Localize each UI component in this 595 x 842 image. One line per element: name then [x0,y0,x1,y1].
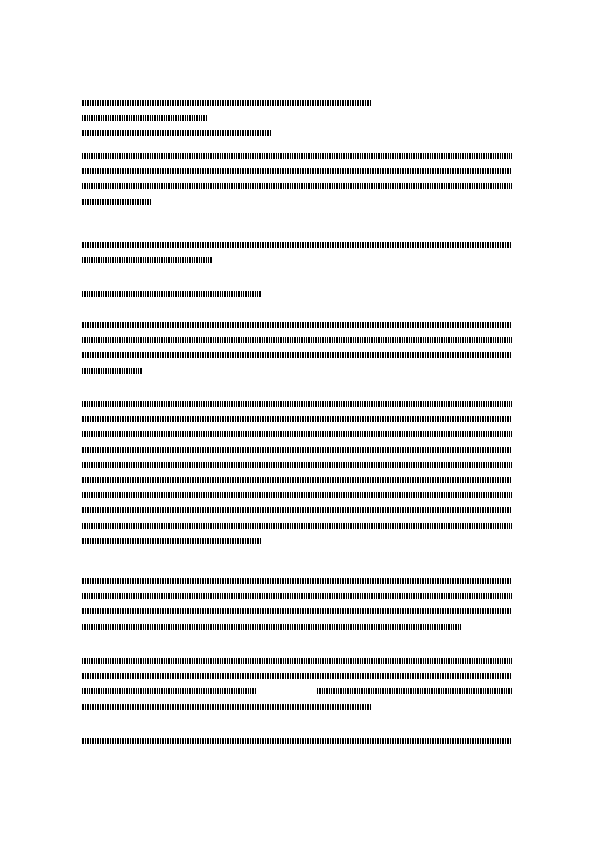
text-line [82,242,512,248]
text-fragment [82,688,257,694]
paragraph [82,578,512,639]
text-fragment [82,477,512,483]
text-line [82,608,512,614]
text-line [82,507,512,513]
text-line [82,199,512,205]
text-line [82,322,512,328]
text-fragment [82,291,262,297]
text-line [82,462,512,468]
text-line [82,183,512,189]
text-line [82,257,512,263]
text-line [82,168,512,174]
text-fragment [82,738,512,744]
text-line [82,578,512,584]
text-fragment [82,168,512,174]
section-heading [82,291,512,306]
text-line [82,704,512,710]
text-fragment [82,416,512,422]
paragraph [82,658,512,719]
paragraph [82,242,512,272]
text-line [82,401,512,407]
text-line [82,352,512,358]
text-line [82,477,512,483]
paragraph [82,322,512,383]
text-fragment [82,538,262,544]
text-fragment [82,578,512,584]
text-fragment [82,322,512,328]
text-fragment [82,115,207,121]
text-fragment [82,624,462,630]
text-line [82,738,512,744]
text-fragment [82,447,512,453]
text-fragment [82,658,512,664]
text-fragment [82,130,272,136]
text-fragment [82,337,512,343]
text-line [82,624,512,630]
text-line [82,431,512,437]
text-line [82,688,512,694]
text-line [82,658,512,664]
text-fragment [82,183,512,189]
text-fragment [82,257,212,263]
text-fragment [82,401,512,407]
text-fragment [82,153,512,159]
paragraph [82,401,512,553]
text-fragment [82,673,512,679]
text-line [82,673,512,679]
text-fragment [317,688,512,694]
text-fragment [82,242,512,248]
text-line [82,130,512,136]
document-header [82,100,512,146]
text-line [82,447,512,453]
text-fragment [82,507,512,513]
paragraph [82,153,512,214]
text-fragment [82,100,372,106]
text-line [82,593,512,599]
text-fragment [82,523,512,529]
text-line [82,523,512,529]
text-fragment [82,492,512,498]
text-fragment [82,199,152,205]
text-fragment [82,462,512,468]
text-fragment [82,608,512,614]
paragraph [82,738,512,753]
text-line [82,153,512,159]
text-line [82,337,512,343]
text-line [82,538,512,544]
text-line [82,100,512,106]
text-line [82,368,512,374]
text-line [82,291,512,297]
text-line [82,115,512,121]
text-fragment [82,431,512,437]
text-fragment [82,593,512,599]
text-fragment [82,704,372,710]
text-fragment [82,368,142,374]
text-line [82,492,512,498]
text-fragment [82,352,512,358]
text-line [82,416,512,422]
